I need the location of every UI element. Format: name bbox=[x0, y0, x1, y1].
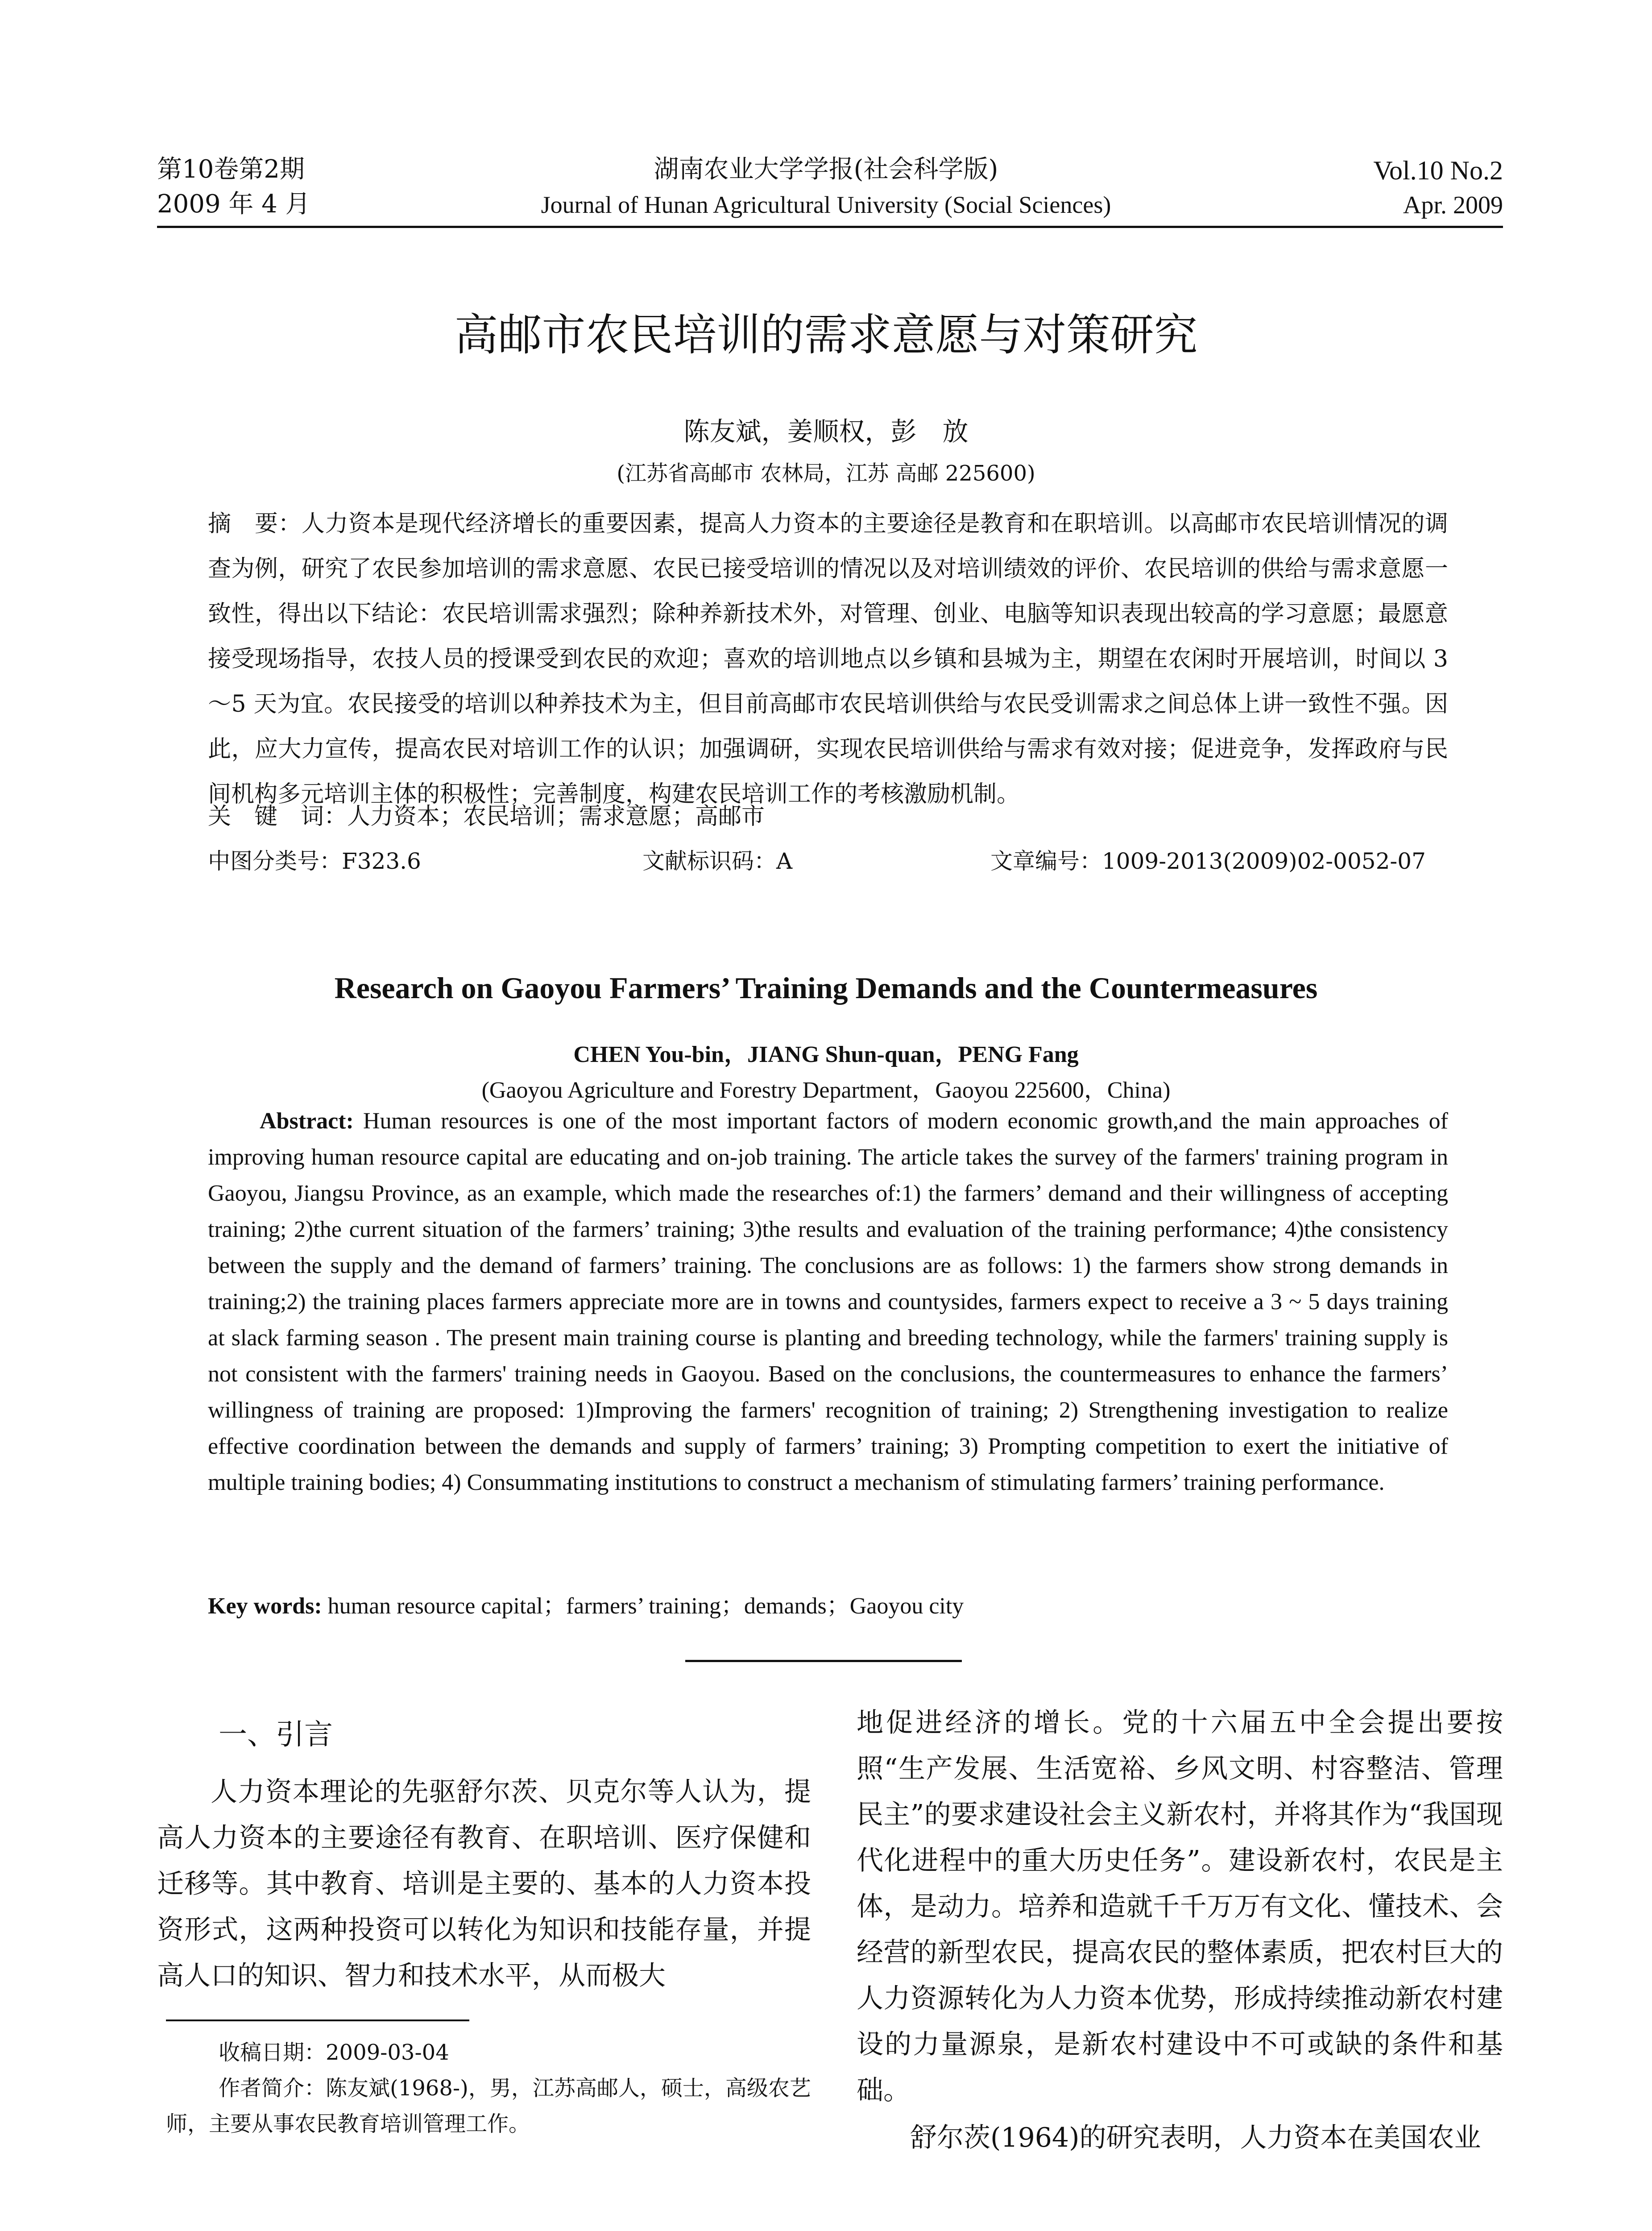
header-date-en: Apr. 2009 bbox=[1403, 191, 1503, 219]
abstract-cn-text: 人力资本是现代经济增长的重要因素，提高人力资本的主要途径是教育和在职培训。以高邮市农民培训情况的调查为例，研究了农民参加培训的需求意愿、农民已接受培训的情况以及对培训绩效的评价、农民培训的供给与需求意愿一致性，得出以下结论：农民培训需求强烈；除种养新技术外，对管理、创业、电脑等知识表现出较高的学习意愿；最愿意接受现场指导，农技人员的授课受到农民的欢迎；喜欢的培训地点以乡镇和县城为主，期望在农闲时开展培训，时间以 3～5 天为宜。农民接受的培训以种养技术为主，但目前高邮市农民培训供给与农民受训需求之间总体上讲一致性不强。因此，应大力宣传，提高农民对培训工作的认识；加强调研，实现农民培训供给与需求有效对接；促进竞争，发挥政府与民间机构多元培训主体的积极性；完善制度，构建农民培训工作的考核激励机制。 bbox=[208, 510, 1448, 808]
header-date-cn: 2009 年 4 月 bbox=[157, 190, 311, 219]
separator-rule bbox=[685, 1660, 962, 1662]
keywords-cn-text: 人力资本；农民培训；需求意愿；高邮市 bbox=[347, 803, 765, 830]
authors-en: CHEN You-bin，JIANG Shun-quan，PENG Fang bbox=[573, 1042, 1079, 1067]
footnote-rule bbox=[166, 2020, 469, 2021]
header-volume-cn: 第10卷第2期 bbox=[157, 155, 305, 184]
footnote-author-bio: 作者简介：陈友斌(1968-)，男，江苏高邮人，硕士，高级农艺师，主要从事农民教育培训管理工作。 bbox=[166, 2076, 811, 2136]
abstract-cn bbox=[208, 502, 1448, 817]
doc-value: A bbox=[776, 848, 793, 874]
keywords-cn bbox=[208, 794, 1448, 839]
header-rule bbox=[157, 226, 1503, 228]
clc-label: 中图分类号： bbox=[208, 848, 342, 874]
art-label: 文章编号： bbox=[990, 848, 1102, 874]
authors-cn: 陈友斌，姜顺权，彭 放 bbox=[683, 416, 969, 447]
art-value: 1009-2013(2009)02-0052-07 bbox=[1102, 848, 1426, 874]
header-volume-en: Vol.10 No.2 bbox=[1373, 156, 1503, 185]
affiliation-cn: (江苏省高邮市 农林局，江苏 高邮 225600) bbox=[617, 461, 1035, 486]
keywords-en-text: human resource capital；farmers’ training；demands；Gaoyou city bbox=[327, 1593, 964, 1619]
paper-title-cn: 高邮市农民培训的需求意愿与对策研究 bbox=[454, 310, 1198, 361]
abstract-en bbox=[208, 1103, 1448, 1501]
clc-value: F323.6 bbox=[342, 848, 421, 874]
intro-left-paragraph: 人力资本理论的先驱舒尔茨、贝克尔等人认为，提高人力资本的主要途径有教育、在职培训、医疗保健和迁移等。其中教育、培训是主要的、基本的人力资本投资形式，这两种投资可以转化为知识和技能存量，并提高人口的知识、智力和技术水平，从而极大 bbox=[157, 1776, 811, 1991]
header-journal-en: Journal of Hunan Agricultural University (Social Sciences) bbox=[541, 191, 1111, 218]
footnote-received: 收稿日期：2009-03-04 bbox=[219, 2040, 449, 2065]
abstract-en-label: Abstract: bbox=[260, 1108, 354, 1134]
keywords-en bbox=[208, 1587, 964, 1620]
abstract-cn-label: 摘 要： bbox=[208, 510, 302, 537]
keywords-cn-label: 关 键 词： bbox=[208, 803, 348, 830]
abstract-en-text: Human resources is one of the most important factors of modern economic growth,and the main approaches of improving human resource capital are educating and on-job training. The article takes the survey of the farmers' training program in Gaoyou, Jiangsu Province, as an example, which made the researches of:1) the farmers’ demand and their willingness of accepting training; 2)the current situation of the farmers’ training; 3)the results and evaluation of the training performance; 4)the consistency between the supply and the demand of farmers’ training. The conclusions are as follows: 1) the farmers show strong demands in training;2) the training places farmers appreciate more are in towns and countysides, farmers expect to receive a 3 ~ 5 days training at slack farming season . The present main training course is planting and breeding technology, while the farmers' training supply is not consistent with the farmers' training needs in Gaoyou. Based on the conclusions, the countermeasures to enhance the farmers’ willingness of training are proposed: 1)Improving the farmers' recognition of training; 2) Strengthening investigation to realize effective coordination between the demands and supply of farmers’ training; 3) Prompting competition to exert the initiative of multiple training bodies; 4) Consummating institutions to construct a mechanism of stimulating farmers’ training performance. bbox=[208, 1108, 1448, 1495]
intro-right-paragraph-2: 舒尔茨(1964)的研究表明，人力资本在美国农业 bbox=[910, 2122, 1481, 2153]
doc-label: 文献标识码： bbox=[642, 848, 776, 874]
document-code bbox=[642, 843, 792, 875]
affiliation-en: (Gaoyou Agriculture and Forestry Department，Gaoyou 225600，China) bbox=[481, 1078, 1171, 1103]
article-number bbox=[990, 843, 1426, 875]
section-heading: 一、引言 bbox=[219, 1718, 333, 1751]
paper-title-en: Research on Gaoyou Farmers’ Training Demands and the Countermeasures bbox=[334, 971, 1318, 1005]
clc-number bbox=[208, 843, 421, 875]
keywords-en-label: Key words: bbox=[208, 1593, 322, 1619]
header-journal-cn: 湖南农业大学学报(社会科学版) bbox=[654, 155, 998, 184]
intro-right-paragraph: 地促进经济的增长。党的十六届五中全会提出要按照“生产发展、生活宽裕、乡风文明、村容整洁、管理民主”的要求建设社会主义新农村，并将其作为“我国现代化进程中的重大历史任务”。建设新农村，农民是主体，是动力。培养和造就千千万万有文化、懂技术、会经营的新型农民，提高农民的整体素质，把农村巨大的人力资源转化为人力资本优势，形成持续推动新农村建设的力量源泉，是新农村建设中不可或缺的条件和基础。 bbox=[857, 1707, 1503, 2106]
